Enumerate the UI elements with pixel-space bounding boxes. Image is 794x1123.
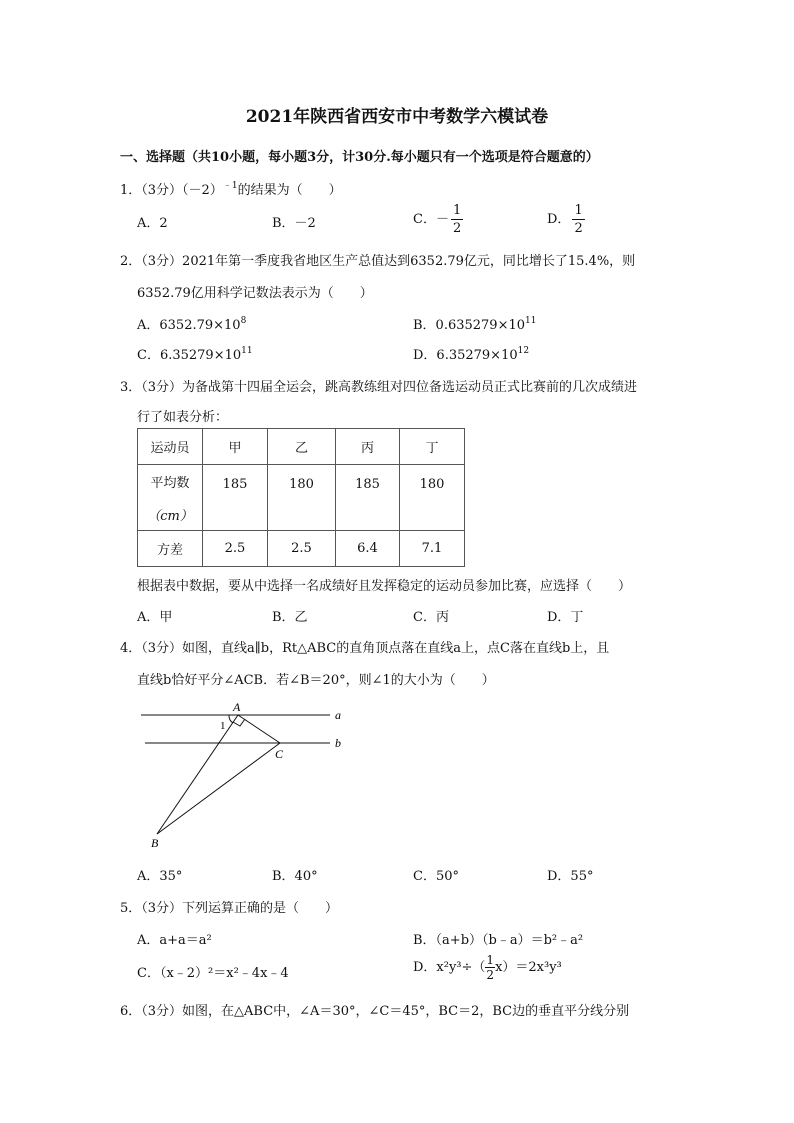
label-line-b: b bbox=[335, 736, 341, 750]
segment-ab bbox=[157, 715, 238, 834]
q3-option-b: B．乙 bbox=[272, 610, 308, 625]
angle-1-arc bbox=[229, 715, 233, 723]
q1-option-c bbox=[413, 204, 463, 235]
label-point-c: C bbox=[275, 747, 284, 761]
average-unit-label: （cm） bbox=[147, 508, 193, 524]
table-row-average bbox=[138, 465, 465, 531]
q2-option-c-base: C．6.35279×10 bbox=[137, 348, 242, 363]
average-label: 平均数 bbox=[150, 475, 190, 491]
segment-bc bbox=[157, 743, 280, 834]
q2-option-c-exponent: 11 bbox=[241, 346, 253, 356]
q2-option-a bbox=[137, 314, 246, 333]
fraction-denominator: 2 bbox=[452, 221, 462, 236]
q3-option-c: C．丙 bbox=[413, 610, 449, 625]
table-header-row bbox=[138, 429, 465, 465]
question-2-line-1: 2．（3分）2021年第一季度我省地区生产总值达到6352.79亿元，同比增长了15.4%，则 bbox=[120, 254, 636, 269]
question-5-stem: 5．（3分）下列运算正确的是（ ） bbox=[120, 901, 339, 916]
fraction-denominator: 2 bbox=[486, 968, 495, 982]
label-point-b: B bbox=[151, 836, 159, 850]
label-point-a: A bbox=[233, 700, 241, 714]
table-cell: 2.5 bbox=[203, 531, 268, 567]
q1-option-b: B．－2 bbox=[272, 216, 316, 231]
table-row-label bbox=[138, 465, 203, 531]
label-angle-1: 1 bbox=[220, 720, 226, 732]
table-cell: 180 bbox=[268, 465, 336, 531]
table-cell: 185 bbox=[203, 465, 268, 531]
question-1-stem-b: 的结果为（ ） bbox=[237, 183, 342, 198]
q1-option-d-fraction bbox=[572, 204, 584, 235]
q2-option-b-exponent: 11 bbox=[525, 316, 537, 326]
table-cell: 2.5 bbox=[268, 531, 336, 567]
q4-option-d: D．55° bbox=[547, 869, 594, 884]
q3-option-d: D．丁 bbox=[547, 610, 584, 625]
table-header-cell: 丁 bbox=[400, 429, 465, 465]
fraction-numerator: 1 bbox=[574, 203, 583, 218]
q5-option-c: C．（x﹣2）²＝x²﹣4x﹣4 bbox=[137, 966, 289, 981]
table-cell: 185 bbox=[336, 465, 400, 531]
parallel-lines-triangle-figure bbox=[135, 698, 365, 858]
q5-option-d bbox=[413, 954, 562, 981]
question-1-stem bbox=[120, 178, 342, 198]
q4-option-c: C．50° bbox=[413, 869, 459, 884]
q5-option-b: B．（a+b）（b﹣a）＝b²﹣a² bbox=[413, 933, 584, 948]
fraction-numerator: 1 bbox=[452, 203, 462, 218]
q4-option-a: A．35° bbox=[137, 869, 183, 884]
q5-option-a: A．a+a＝a² bbox=[137, 933, 212, 948]
q1-option-d-prefix: D． bbox=[547, 212, 571, 227]
q1-option-d bbox=[547, 204, 585, 235]
table-row-label: 方差 bbox=[138, 531, 203, 567]
question-3-line-3: 根据表中数据，要从中选择一名成绩好且发挥稳定的运动员参加比赛，应选择（ ） bbox=[137, 579, 632, 594]
q2-option-b-base: B．0.635279×10 bbox=[413, 318, 526, 333]
fraction-denominator: 2 bbox=[574, 221, 583, 236]
q2-option-c bbox=[137, 344, 253, 363]
table-header-cell: 甲 bbox=[203, 429, 268, 465]
q3-option-a: A．甲 bbox=[137, 610, 173, 625]
question-1-exponent: ﹣1 bbox=[222, 181, 238, 191]
q1-option-a: A．2 bbox=[137, 216, 168, 231]
question-4-line-2: 直线b恰好平分∠ACB．若∠B＝20°，则∠1的大小为（ ） bbox=[137, 673, 495, 688]
table-row-variance bbox=[138, 531, 465, 567]
table-cell: 180 bbox=[400, 465, 465, 531]
q4-option-b: B．40° bbox=[272, 869, 318, 884]
q2-option-d-exponent: 12 bbox=[517, 346, 530, 356]
athlete-score-table bbox=[137, 428, 465, 567]
question-4-line-1: 4．（3分）如图，直线a∥b，Rt△ABC的直角顶点落在直线a上，点C落在直线b上，且 bbox=[120, 641, 610, 656]
q2-option-b bbox=[413, 314, 536, 333]
question-3-line-1: 3．（3分）为备战第十四届全运会，跳高教练组对四位备选运动员正式比赛前的几次成绩进 bbox=[120, 380, 638, 395]
table-header-cell: 乙 bbox=[268, 429, 336, 465]
fraction-numerator: 1 bbox=[486, 953, 495, 967]
q1-option-c-fraction bbox=[451, 204, 463, 235]
q5-option-d-pre: D．x²y³÷（ bbox=[413, 960, 486, 975]
question-3-line-2: 行了如表分析： bbox=[137, 410, 229, 425]
q5-option-d-fraction bbox=[485, 954, 495, 981]
q2-option-a-base: A．6352.79×10 bbox=[137, 318, 241, 333]
table-header-cell: 丙 bbox=[336, 429, 400, 465]
question-2-line-2: 6352.79亿用科学记数法表示为（ ） bbox=[137, 286, 373, 301]
question-6-line-1: 6．（3分）如图，在△ABC中，∠A＝30°，∠C＝45°，BC＝2，BC边的垂直平分线分别 bbox=[120, 1004, 630, 1019]
table-cell: 6.4 bbox=[336, 531, 400, 567]
q2-option-a-exponent: 8 bbox=[240, 316, 247, 326]
page-title: 2021年陕西省西安市中考数学六模试卷 bbox=[245, 107, 549, 127]
q5-option-d-post: x）＝2x³y³ bbox=[495, 960, 562, 975]
question-1-stem-a: 1．（3分）（－2） bbox=[120, 183, 223, 198]
q2-option-d-base: D．6.35279×10 bbox=[413, 348, 518, 363]
q2-option-d bbox=[413, 344, 529, 363]
table-cell: 7.1 bbox=[400, 531, 465, 567]
section-heading: 一、选择题（共10小题，每小题3分，计30分.每小题只有一个选项是符合题意的） bbox=[120, 150, 599, 165]
table-header-cell: 运动员 bbox=[138, 429, 203, 465]
q1-option-c-prefix: C．－ bbox=[413, 212, 449, 227]
label-line-a: a bbox=[335, 708, 341, 722]
